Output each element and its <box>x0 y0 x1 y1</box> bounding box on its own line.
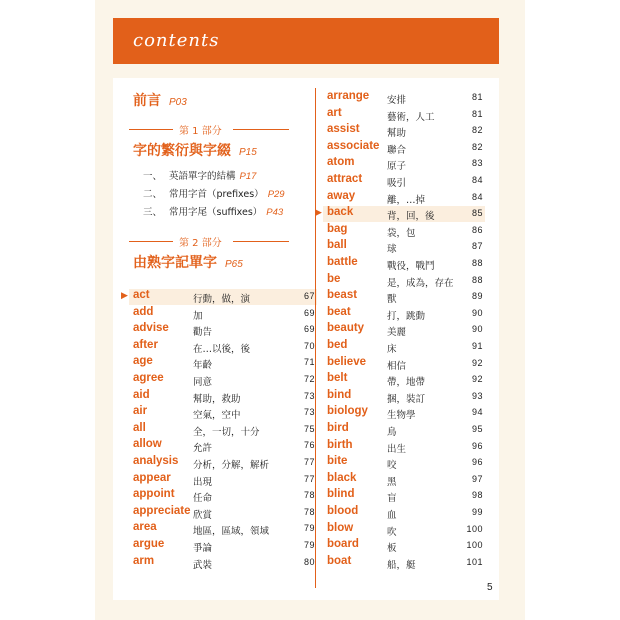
entry-word: boat <box>327 554 352 567</box>
entry-row[interactable] <box>323 123 485 139</box>
entry-page: 95 <box>471 424 483 434</box>
entry-page: 84 <box>471 175 483 185</box>
entry-page: 92 <box>471 357 483 368</box>
entry-row[interactable] <box>129 339 317 355</box>
entry-page: 80 <box>303 556 315 567</box>
entry-meaning: 床 <box>387 344 397 355</box>
entry-meaning: 同意 <box>193 377 213 388</box>
entry-meaning: 出現 <box>193 476 213 488</box>
item-title: 英語單字的結構 <box>169 171 236 182</box>
entry-word: back <box>327 206 354 219</box>
page-number: 5 <box>487 582 493 593</box>
item-page: P17 <box>239 171 257 182</box>
entry-meaning: 是，成為，存在 <box>387 277 454 289</box>
entry-page: 69 <box>303 324 315 335</box>
entry-word: attract <box>327 173 363 185</box>
entry-meaning: 分析，分解，解析 <box>193 460 270 471</box>
part1-title: 字的繁衍與字綴 <box>133 143 231 159</box>
entry-word: bird <box>327 422 349 434</box>
entry-row[interactable] <box>323 190 485 206</box>
contents-panel <box>113 78 499 600</box>
entry-meaning: 打，跳動 <box>387 310 426 322</box>
entry-word: be <box>327 272 341 285</box>
entry-meaning: 離，…掉 <box>387 194 426 206</box>
entry-meaning: 血 <box>387 510 397 521</box>
entry-page: 82 <box>471 141 483 152</box>
entry-word: agree <box>133 372 164 384</box>
entry-meaning: 袋，包 <box>387 227 416 239</box>
entry-word: bite <box>327 455 348 468</box>
item-title: 常用字首（prefixes） <box>169 189 264 200</box>
entry-meaning: 聯合 <box>387 144 407 156</box>
entry-page: 92 <box>471 374 483 385</box>
entry-word: assist <box>327 123 360 136</box>
entry-row[interactable] <box>129 521 317 537</box>
entry-word: bed <box>327 339 348 351</box>
entry-row[interactable] <box>323 356 485 372</box>
entry-word: aid <box>133 388 150 401</box>
entry-word: argue <box>133 538 165 550</box>
part1-heading <box>129 122 289 136</box>
entry-page: 69 <box>303 307 315 318</box>
entry-meaning: 全，一切，十分 <box>193 426 260 438</box>
entry-row[interactable] <box>129 322 317 338</box>
entry-page: 90 <box>471 324 483 335</box>
entry-row[interactable] <box>323 322 485 338</box>
entry-meaning: 爭論 <box>193 543 213 554</box>
entry-row[interactable] <box>323 140 485 156</box>
entry-word: bind <box>327 388 352 401</box>
entry-meaning: 行動，做，演 <box>193 294 251 305</box>
entry-meaning: 鳥 <box>387 427 397 438</box>
entry-word: away <box>327 189 356 202</box>
entry-word: biology <box>327 405 368 418</box>
entry-page: 88 <box>471 258 483 268</box>
part1-rule-left <box>129 129 173 130</box>
entry-row[interactable] <box>323 339 485 355</box>
entry-page: 97 <box>471 473 483 484</box>
entry-meaning: 生物學 <box>387 410 416 422</box>
entry-row[interactable] <box>323 256 485 272</box>
entry-word: after <box>133 338 158 351</box>
entry-meaning: 加 <box>193 310 203 322</box>
entry-meaning: 空氣，空中 <box>193 410 241 422</box>
entry-page: 96 <box>471 457 483 468</box>
entry-meaning: 船，艇 <box>387 559 416 571</box>
entry-page: 72 <box>303 374 315 384</box>
entry-word: blow <box>327 521 354 534</box>
entry-meaning: 捆，裝訂 <box>387 393 426 405</box>
column-divider <box>315 88 316 588</box>
entry-row[interactable] <box>323 173 485 189</box>
entry-row[interactable] <box>323 439 485 455</box>
entry-word: arrange <box>327 90 370 102</box>
entry-page: 75 <box>303 423 315 434</box>
current-arrow-icon: ▶ <box>121 291 128 301</box>
entry-word: act <box>133 289 150 301</box>
entry-row[interactable] <box>129 438 317 454</box>
entry-row[interactable] <box>129 306 317 322</box>
entry-word: area <box>133 521 157 534</box>
entry-word: ball <box>327 239 347 252</box>
entry-page: 76 <box>303 440 315 451</box>
entry-row[interactable] <box>323 107 485 123</box>
part1-rule-right <box>233 129 289 130</box>
entry-word: beast <box>327 289 358 302</box>
part1-item[interactable] <box>143 168 256 182</box>
entry-meaning: 帶，地帶 <box>387 377 426 389</box>
entry-meaning: 獸 <box>387 294 397 306</box>
entry-row[interactable] <box>323 289 485 305</box>
entry-meaning: 欣賞 <box>193 509 213 521</box>
entry-row[interactable] <box>323 156 485 172</box>
entry-word: analysis <box>133 455 179 467</box>
entry-row[interactable] <box>323 223 485 239</box>
entry-word: advise <box>133 322 169 335</box>
entry-meaning: 幫助 <box>387 128 407 140</box>
entry-word: beauty <box>327 322 365 335</box>
entry-row[interactable] <box>129 389 317 405</box>
entry-word: art <box>327 106 342 119</box>
part2-rule-right <box>233 241 289 242</box>
item-number: 三、 <box>143 207 163 218</box>
entry-meaning: 任命 <box>193 493 213 505</box>
entry-page: 94 <box>471 407 483 418</box>
entry-row[interactable] <box>129 355 317 371</box>
preface-page: P03 <box>169 97 187 108</box>
entry-page: 88 <box>471 274 483 285</box>
entry-row[interactable] <box>323 422 485 438</box>
entry-page: 90 <box>471 307 483 318</box>
entry-page: 85 <box>471 208 483 219</box>
entry-meaning: 勸告 <box>193 327 213 339</box>
entry-page: 81 <box>471 108 483 119</box>
entry-meaning: 盲 <box>387 493 397 505</box>
entry-page: 78 <box>303 490 315 501</box>
part2-page: P65 <box>225 259 243 270</box>
item-title: 常用字尾（suffixes） <box>169 207 263 218</box>
part2-label: 第 2 部分 <box>179 238 222 249</box>
entry-meaning: 戰役，戰鬥 <box>387 261 435 272</box>
entry-word: add <box>133 305 154 318</box>
entry-page: 100 <box>466 523 483 534</box>
entry-meaning: 背，回，後 <box>387 211 435 223</box>
part1-item[interactable] <box>143 186 285 200</box>
entry-row[interactable] <box>323 239 485 255</box>
entry-row[interactable] <box>323 472 485 488</box>
entry-page: 89 <box>471 291 483 302</box>
entry-page: 87 <box>471 241 483 252</box>
entry-page: 99 <box>471 507 483 517</box>
item-number: 二、 <box>143 189 163 200</box>
entry-meaning: 原子 <box>387 161 407 173</box>
entry-page: 100 <box>466 540 483 551</box>
entry-page: 79 <box>303 540 315 550</box>
entry-row[interactable] <box>129 472 317 488</box>
entry-word: allow <box>133 438 162 451</box>
entry-word: beat <box>327 305 351 318</box>
entry-meaning: 年齡 <box>193 360 213 372</box>
preface-entry[interactable] <box>133 90 187 110</box>
entry-meaning: 球 <box>387 244 397 256</box>
entry-word: board <box>327 538 359 551</box>
entry-word: belt <box>327 372 348 385</box>
entry-row[interactable] <box>323 273 485 289</box>
entry-word: battle <box>327 256 358 268</box>
entry-page: 79 <box>303 523 315 534</box>
entry-row[interactable] <box>323 488 485 504</box>
entry-meaning: 吹 <box>387 526 397 538</box>
entry-row[interactable] <box>323 455 485 471</box>
entry-page: 81 <box>471 92 483 102</box>
entry-word: appreciate <box>133 504 191 517</box>
part2-title: 由熟字記單字 <box>133 255 217 271</box>
preface-title: 前言 <box>133 93 161 109</box>
entry-word: blood <box>327 505 359 517</box>
entry-page: 70 <box>303 340 315 351</box>
entry-page: 101 <box>466 556 483 567</box>
entry-row[interactable] <box>121 289 317 305</box>
entry-meaning: 相信 <box>387 360 407 372</box>
entry-word: atom <box>327 156 355 169</box>
entry-row[interactable] <box>323 555 485 571</box>
entry-meaning: 藝術，人工 <box>387 111 435 123</box>
part2-rule-left <box>129 241 173 242</box>
entry-word: arm <box>133 554 155 567</box>
entry-row[interactable] <box>323 505 485 521</box>
entry-row[interactable] <box>129 372 317 388</box>
part2-section[interactable] <box>133 252 243 272</box>
part1-item[interactable] <box>143 204 283 218</box>
entry-word: appear <box>133 471 171 484</box>
entry-word: believe <box>327 355 366 368</box>
entry-row[interactable] <box>323 405 485 421</box>
entry-word: blind <box>327 488 355 501</box>
entry-row[interactable] <box>315 206 485 223</box>
entry-row[interactable] <box>129 455 317 471</box>
part1-page: P15 <box>239 147 257 158</box>
entry-page: 91 <box>471 341 483 351</box>
entry-meaning: 黑 <box>387 476 397 488</box>
entry-page: 84 <box>471 191 483 202</box>
part2-heading <box>129 234 289 248</box>
current-arrow-icon: ▶ <box>315 208 322 219</box>
contents-banner <box>113 18 499 64</box>
entry-page: 77 <box>303 473 315 484</box>
entry-meaning: 吸引 <box>387 178 407 189</box>
entry-row[interactable] <box>323 522 485 538</box>
entry-word: appoint <box>133 488 175 501</box>
entry-word: age <box>133 355 153 368</box>
entry-page: 71 <box>303 357 315 368</box>
entry-page: 93 <box>471 390 483 401</box>
entry-meaning: 允許 <box>193 443 213 455</box>
entry-row[interactable] <box>323 538 485 554</box>
entry-meaning: 咬 <box>387 460 397 472</box>
entry-page: 77 <box>303 457 315 467</box>
entry-row[interactable] <box>323 372 485 388</box>
part1-label: 第 1 部分 <box>179 126 222 137</box>
entry-word: birth <box>327 438 353 451</box>
entry-meaning: 出生 <box>387 443 407 455</box>
entry-page: 78 <box>303 506 315 517</box>
entry-page: 73 <box>303 390 315 401</box>
entry-meaning: 地區，區域，領域 <box>193 526 270 538</box>
entry-row[interactable] <box>129 405 317 421</box>
entry-row[interactable] <box>323 389 485 405</box>
entry-row[interactable] <box>323 306 485 322</box>
item-number: 一、 <box>143 171 163 182</box>
entry-row[interactable] <box>129 422 317 438</box>
entry-page: 96 <box>471 440 483 451</box>
entry-word: all <box>133 421 146 434</box>
item-page: P43 <box>266 207 284 218</box>
entry-row[interactable] <box>129 538 317 554</box>
entry-page: 86 <box>471 224 483 235</box>
part1-section[interactable] <box>133 140 257 160</box>
entry-page: 67 <box>303 291 315 301</box>
entry-meaning: 在…以後，後 <box>193 343 251 355</box>
entry-meaning: 幫助，救助 <box>193 393 241 405</box>
entry-row[interactable] <box>323 90 485 106</box>
page-title: contents <box>133 30 220 51</box>
entry-meaning: 安排 <box>387 95 407 106</box>
entry-word: black <box>327 471 357 484</box>
entry-page: 98 <box>471 490 483 501</box>
entry-meaning: 板 <box>387 543 397 555</box>
entry-word: associate <box>327 139 380 152</box>
entry-meaning: 武裝 <box>193 559 213 571</box>
item-page: P29 <box>267 189 285 200</box>
entry-page: 73 <box>303 407 315 418</box>
entry-row[interactable] <box>129 555 317 571</box>
entry-row[interactable] <box>129 505 317 521</box>
entry-row[interactable] <box>129 488 317 504</box>
entry-page: 83 <box>471 158 483 169</box>
entry-page: 82 <box>471 125 483 136</box>
entry-meaning: 美麗 <box>387 327 407 339</box>
entry-word: bag <box>327 222 348 235</box>
entry-word: air <box>133 405 148 418</box>
